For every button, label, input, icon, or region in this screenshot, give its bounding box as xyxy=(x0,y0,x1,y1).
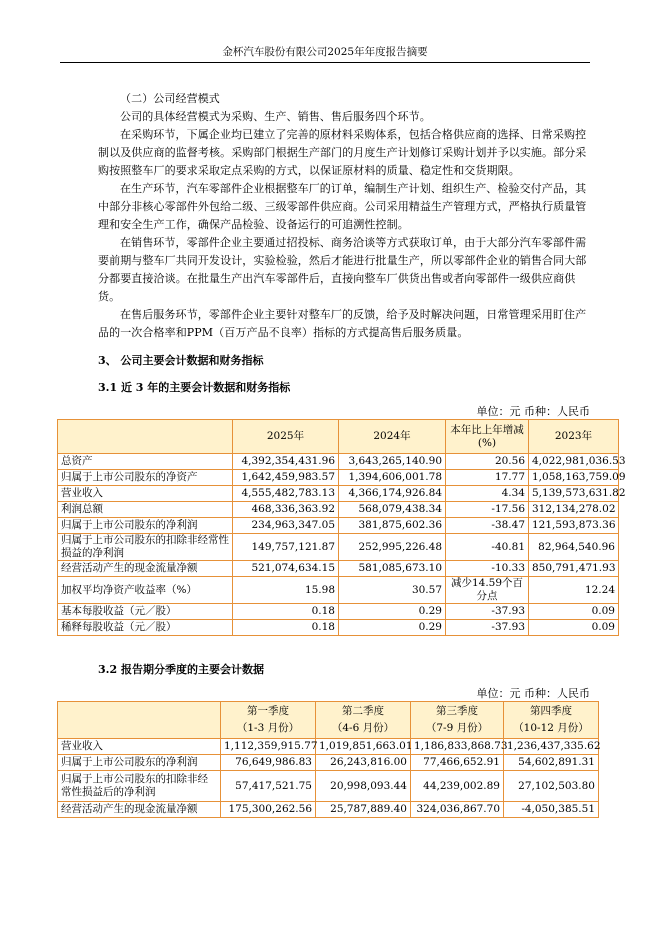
header-2023: 2023年 xyxy=(529,420,619,454)
table-1-title: 3.1 近 3 年的主要会计数据和财务指标 xyxy=(98,381,291,394)
paragraph-after-sales: 在售后服务环节，零部件企业主要针对整车厂的反馈，给予及时解决问题，日常管理采用盯住产品的一次合格率和PPM（百万产品不良率）指标的方式提高售后服务质量。 xyxy=(98,308,587,339)
table-row xyxy=(58,470,619,486)
row-label: 经营活动产生的现金流量净额 xyxy=(58,802,221,818)
financial-indicators-table xyxy=(57,419,626,636)
header-2024: 2024年 xyxy=(339,420,446,454)
value-2025: 15.98 xyxy=(233,577,339,604)
financial-indicators-body xyxy=(58,420,626,636)
business-model-heading: （二）公司经营模式 xyxy=(120,92,220,105)
value-q3: 77,466,652.91 xyxy=(411,755,504,771)
q2-label: 第二季度 xyxy=(342,705,384,717)
header-blank-cell xyxy=(58,420,233,454)
q4-month-range: （10-12 月份） xyxy=(513,722,589,734)
value-q4: -4,050,385.51 xyxy=(504,802,599,818)
value-2023: 312,134,278.02 xyxy=(529,502,619,518)
header-blank-cell xyxy=(58,702,221,739)
value-yoy-change: 17.77 xyxy=(446,470,529,486)
table-row xyxy=(58,454,619,470)
section-3-heading: 3、 公司主要会计数据和财务指标 xyxy=(98,354,264,367)
paragraph-sales: 在销售环节，零部件企业主要通过招投标、商务洽谈等方式获取订单，由于大部分汽车零部件需要前期与整车厂共同开发设计，实验检验，然后才能进行批量生产，所以零部件企业的销售合同大部分都要直接洽谈。在批量生产出汽车零部件后，直接向整车厂供货出售或者向零部件一级供应商供货。 xyxy=(98,236,587,303)
table-header-row xyxy=(58,420,619,454)
header-q3 xyxy=(411,702,504,739)
row-label: 归属于上市公司股东的净资产 xyxy=(58,470,233,486)
row-label: 经营活动产生的现金流量净额 xyxy=(58,561,233,577)
table-row xyxy=(58,771,599,802)
q1-label: 第一季度 xyxy=(247,705,289,717)
value-yoy-change: 20.56 xyxy=(446,454,529,470)
header-q2 xyxy=(316,702,411,739)
table-row xyxy=(58,502,619,518)
table-row xyxy=(58,518,619,534)
value-q1: 57,417,521.75 xyxy=(221,771,316,802)
value-yoy-change: -38.47 xyxy=(446,518,529,534)
value-yoy-change: -10.33 xyxy=(446,561,529,577)
value-q3: 324,036,867.70 xyxy=(411,802,504,818)
table-row xyxy=(58,486,619,502)
value-q2: 25,787,889.40 xyxy=(316,802,411,818)
value-2024: 4,366,174,926.84 xyxy=(339,486,446,502)
table-row xyxy=(58,739,599,755)
value-2025: 521,074,634.15 xyxy=(233,561,339,577)
value-2023: 1,058,163,759.09 xyxy=(529,470,619,486)
row-label: 加权平均净资产收益率（%） xyxy=(58,577,233,604)
header-2025: 2025年 xyxy=(233,420,339,454)
value-2025: 1,642,459,983.57 xyxy=(233,470,339,486)
value-2023: 121,593,873.36 xyxy=(529,518,619,534)
value-q1: 175,300,262.56 xyxy=(221,802,316,818)
value-q3: 44,239,002.89 xyxy=(411,771,504,802)
value-2023: 4,022,981,036.53 xyxy=(529,454,619,470)
table-2-unit: 单位：元 币种：人民币 xyxy=(476,687,590,700)
value-2025: 4,392,354,431.96 xyxy=(233,454,339,470)
paragraph-overview: 公司的具体经营模式为采购、生产、销售、售后服务四个环节。 xyxy=(120,110,431,123)
value-2025: 234,963,347.05 xyxy=(233,518,339,534)
value-2025: 468,336,363.92 xyxy=(233,502,339,518)
value-2024: 30.57 xyxy=(339,577,446,604)
value-yoy-change: 减少14.59个百分点 xyxy=(446,577,529,604)
value-q2: 20,998,093.44 xyxy=(316,771,411,802)
value-yoy-change: 4.34 xyxy=(446,486,529,502)
value-yoy-change: -37.93 xyxy=(446,604,529,620)
header-yoy-change: 本年比上年增减(%) xyxy=(446,420,529,454)
value-2024: 1,394,606,001.78 xyxy=(339,470,446,486)
row-label: 归属于上市公司股东的净利润 xyxy=(58,518,233,534)
value-2025: 0.18 xyxy=(233,604,339,620)
q1-month-range: （1-3 月份） xyxy=(236,722,300,734)
value-q4: 27,102,503.80 xyxy=(504,771,599,802)
value-q2: 26,243,816.00 xyxy=(316,755,411,771)
header-q1 xyxy=(221,702,316,739)
table-row xyxy=(58,577,619,604)
row-label: 归属于上市公司股东的扣除非经常性损益后的净利润 xyxy=(58,771,221,802)
table-2-title: 3.2 报告期分季度的主要会计数据 xyxy=(98,663,264,676)
value-2023: 12.24 xyxy=(529,577,619,604)
paragraph-production: 在生产环节，汽车零部件企业根据整车厂的订单，编制生产计划、组织生产、检验交付产品，其中部分非核心零部件外包给二级、三级零部件供应商。公司采用精益生产管理方式，严格执行质量管理和安全生产工作，确保产品检验、设备运行的可追溯性控制。 xyxy=(98,182,587,231)
table-1-unit: 单位：元 币种：人民币 xyxy=(476,405,590,418)
q2-month-range: （4-6 月份） xyxy=(331,722,395,734)
value-2024: 381,875,602.36 xyxy=(339,518,446,534)
table-row xyxy=(58,534,619,561)
value-q4: 54,602,891.31 xyxy=(504,755,599,771)
value-yoy-change: -17.56 xyxy=(446,502,529,518)
table-row xyxy=(58,604,619,620)
value-2024: 0.29 xyxy=(339,620,446,636)
value-q4: 1,236,437,335.62 xyxy=(504,739,599,755)
value-2024: 581,085,673.10 xyxy=(339,561,446,577)
row-label: 总资产 xyxy=(58,454,233,470)
header-q4 xyxy=(504,702,599,739)
row-label: 营业收入 xyxy=(58,739,221,755)
value-2025: 0.18 xyxy=(233,620,339,636)
row-label: 稀释每股收益（元／股） xyxy=(58,620,233,636)
value-2024: 568,079,438.34 xyxy=(339,502,446,518)
value-q1: 76,649,986.83 xyxy=(221,755,316,771)
q3-month-range: （7-9 月份） xyxy=(425,722,489,734)
value-yoy-change: -40.81 xyxy=(446,534,529,561)
quarterly-data-body xyxy=(58,702,599,818)
row-label: 归属于上市公司股东的扣除非经常性损益的净利润 xyxy=(58,534,233,561)
table-row xyxy=(58,802,599,818)
value-q1: 1,112,359,915.77 xyxy=(221,739,316,755)
value-2023: 0.09 xyxy=(529,620,619,636)
value-q3: 1,186,833,868.73 xyxy=(411,739,504,755)
business-model-section xyxy=(98,90,596,342)
value-2025: 4,555,482,783.13 xyxy=(233,486,339,502)
value-2023: 850,791,471.93 xyxy=(529,561,619,577)
quarterly-data-table xyxy=(57,701,599,818)
row-label: 基本每股收益（元／股） xyxy=(58,604,233,620)
value-2023: 5,139,573,631.82 xyxy=(529,486,619,502)
table-row xyxy=(58,561,619,577)
q4-label: 第四季度 xyxy=(530,705,572,717)
value-yoy-change: -37.93 xyxy=(446,620,529,636)
value-2025: 149,757,121.87 xyxy=(233,534,339,561)
table-row xyxy=(58,620,619,636)
row-label: 利润总额 xyxy=(58,502,233,518)
report-header-title: 金杯汽车股份有限公司2025年年度报告摘要 xyxy=(222,46,428,58)
q3-label: 第三季度 xyxy=(436,705,478,717)
value-2024: 3,643,265,140.90 xyxy=(339,454,446,470)
value-2023: 82,964,540.96 xyxy=(529,534,619,561)
table-row xyxy=(58,755,599,771)
row-label: 营业收入 xyxy=(58,486,233,502)
table-header-row xyxy=(58,702,599,739)
row-label: 归属于上市公司股东的净利润 xyxy=(58,755,221,771)
value-2024: 0.29 xyxy=(339,604,446,620)
value-2024: 252,995,226.48 xyxy=(339,534,446,561)
value-q2: 1,019,851,663.01 xyxy=(316,739,411,755)
header-rule xyxy=(60,62,590,63)
paragraph-procurement: 在采购环节，下属企业均已建立了完善的原材料采购体系，包括合格供应商的选择、日常采购控制以及供应商的监督考核。采购部门根据生产部门的月度生产计划修订采购计划并予以实施。部分采购按照整车厂的要求采取定点采购的方式，以保证原材料的质量、稳定性和交货期限。 xyxy=(98,128,587,177)
value-2023: 0.09 xyxy=(529,604,619,620)
